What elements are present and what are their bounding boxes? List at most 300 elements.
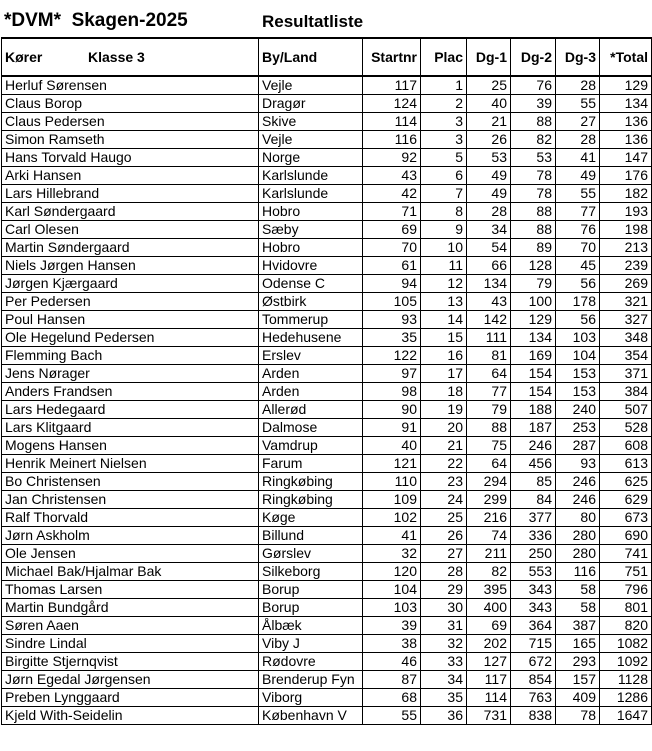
day3-cell: 280 bbox=[556, 545, 600, 563]
table-row bbox=[2, 401, 652, 419]
city-cell: Norge bbox=[259, 149, 363, 167]
driver-name-cell: Søren Aaen bbox=[2, 617, 259, 635]
day3-cell: 76 bbox=[556, 221, 600, 239]
day1-cell: 299 bbox=[467, 491, 511, 509]
day3-cell: 28 bbox=[556, 76, 600, 95]
driver-name-cell: Ole Hegelund Pedersen bbox=[2, 329, 259, 347]
driver-name-cell: Jørn Askholm bbox=[2, 527, 259, 545]
placement-cell: 13 bbox=[421, 293, 467, 311]
placement-cell: 23 bbox=[421, 473, 467, 491]
total-cell: 1128 bbox=[600, 671, 652, 689]
day3-cell: 153 bbox=[556, 383, 600, 401]
placement-cell: 1 bbox=[421, 76, 467, 95]
placement-cell: 25 bbox=[421, 509, 467, 527]
day3-cell: 77 bbox=[556, 203, 600, 221]
day2-cell: 553 bbox=[511, 563, 556, 581]
day1-cell: 211 bbox=[467, 545, 511, 563]
city-cell: Dragør bbox=[259, 95, 363, 113]
day3-cell: 287 bbox=[556, 437, 600, 455]
day1-cell: 21 bbox=[467, 113, 511, 131]
table-row bbox=[2, 599, 652, 617]
total-cell: 213 bbox=[600, 239, 652, 257]
table-row bbox=[2, 131, 652, 149]
placement-cell: 11 bbox=[421, 257, 467, 275]
startnr-cell: 39 bbox=[363, 617, 421, 635]
total-cell: 134 bbox=[600, 95, 652, 113]
day3-cell: 49 bbox=[556, 167, 600, 185]
startnr-cell: 32 bbox=[363, 545, 421, 563]
total-cell: 613 bbox=[600, 455, 652, 473]
day1-cell: 111 bbox=[467, 329, 511, 347]
city-cell: Ringkøbing bbox=[259, 491, 363, 509]
startnr-cell: 103 bbox=[363, 599, 421, 617]
placement-cell: 19 bbox=[421, 401, 467, 419]
startnr-cell: 102 bbox=[363, 509, 421, 527]
total-cell: 198 bbox=[600, 221, 652, 239]
startnr-cell: 97 bbox=[363, 365, 421, 383]
total-cell: 348 bbox=[600, 329, 652, 347]
day2-cell: 76 bbox=[511, 76, 556, 95]
total-cell: 801 bbox=[600, 599, 652, 617]
table-row bbox=[2, 545, 652, 563]
total-cell: 193 bbox=[600, 203, 652, 221]
day2-cell: 89 bbox=[511, 239, 556, 257]
results-table bbox=[1, 37, 652, 725]
day2-cell: 85 bbox=[511, 473, 556, 491]
city-cell: Borup bbox=[259, 599, 363, 617]
day1-cell: 88 bbox=[467, 419, 511, 437]
city-cell: Gørslev bbox=[259, 545, 363, 563]
placement-cell: 12 bbox=[421, 275, 467, 293]
startnr-cell: 124 bbox=[363, 95, 421, 113]
table-row bbox=[2, 671, 652, 689]
table-row bbox=[2, 365, 652, 383]
startnr-cell: 121 bbox=[363, 455, 421, 473]
city-cell: Tommerup bbox=[259, 311, 363, 329]
city-cell: Vamdrup bbox=[259, 437, 363, 455]
header-row bbox=[2, 38, 652, 76]
day1-column-header: Dg-1 bbox=[467, 38, 511, 76]
day3-cell: 104 bbox=[556, 347, 600, 365]
day3-cell: 116 bbox=[556, 563, 600, 581]
driver-name-cell: Martin Bundgård bbox=[2, 599, 259, 617]
startnr-cell: 40 bbox=[363, 437, 421, 455]
placement-cell: 15 bbox=[421, 329, 467, 347]
driver-name-cell: Ole Jensen bbox=[2, 545, 259, 563]
table-row bbox=[2, 437, 652, 455]
total-cell: 796 bbox=[600, 581, 652, 599]
results-body bbox=[2, 76, 652, 725]
table-row bbox=[2, 455, 652, 473]
placement-cell: 7 bbox=[421, 185, 467, 203]
city-cell: Brenderup Fyn bbox=[259, 671, 363, 689]
day1-cell: 43 bbox=[467, 293, 511, 311]
day3-cell: 103 bbox=[556, 329, 600, 347]
day3-cell: 56 bbox=[556, 275, 600, 293]
table-row bbox=[2, 167, 652, 185]
placement-cell: 32 bbox=[421, 635, 467, 653]
table-row bbox=[2, 275, 652, 293]
city-cell: Karlslunde bbox=[259, 167, 363, 185]
placement-cell: 29 bbox=[421, 581, 467, 599]
day1-cell: 34 bbox=[467, 221, 511, 239]
day1-cell: 82 bbox=[467, 563, 511, 581]
total-cell: 1647 bbox=[600, 707, 652, 725]
day2-column-header: Dg-2 bbox=[511, 38, 556, 76]
day2-cell: 715 bbox=[511, 635, 556, 653]
day2-cell: 39 bbox=[511, 95, 556, 113]
driver-name-cell: Lars Hedegaard bbox=[2, 401, 259, 419]
results-heading: Resultatliste bbox=[262, 12, 364, 31]
table-row bbox=[2, 239, 652, 257]
city-cell: Hobro bbox=[259, 239, 363, 257]
day1-cell: 127 bbox=[467, 653, 511, 671]
city-cell: Arden bbox=[259, 365, 363, 383]
city-cell: Billund bbox=[259, 527, 363, 545]
placement-cell: 2 bbox=[421, 95, 467, 113]
driver-name-cell: Thomas Larsen bbox=[2, 581, 259, 599]
total-cell: 629 bbox=[600, 491, 652, 509]
total-column-header: *Total bbox=[600, 38, 652, 76]
day3-cell: 240 bbox=[556, 401, 600, 419]
day1-cell: 64 bbox=[467, 455, 511, 473]
total-cell: 751 bbox=[600, 563, 652, 581]
day2-cell: 88 bbox=[511, 203, 556, 221]
startnr-cell: 68 bbox=[363, 689, 421, 707]
driver-name-cell: Jan Christensen bbox=[2, 491, 259, 509]
city-cell: Skive bbox=[259, 113, 363, 131]
startnr-cell: 43 bbox=[363, 167, 421, 185]
day1-cell: 216 bbox=[467, 509, 511, 527]
day1-cell: 74 bbox=[467, 527, 511, 545]
startnr-cell: 87 bbox=[363, 671, 421, 689]
day3-cell: 280 bbox=[556, 527, 600, 545]
driver-name-cell: Martin Søndergaard bbox=[2, 239, 259, 257]
total-cell: 673 bbox=[600, 509, 652, 527]
day2-cell: 672 bbox=[511, 653, 556, 671]
day2-cell: 343 bbox=[511, 581, 556, 599]
total-cell: 1082 bbox=[600, 635, 652, 653]
city-cell: Borup bbox=[259, 581, 363, 599]
day3-cell: 387 bbox=[556, 617, 600, 635]
placement-cell: 35 bbox=[421, 689, 467, 707]
day2-cell: 84 bbox=[511, 491, 556, 509]
day2-cell: 79 bbox=[511, 275, 556, 293]
city-cell: Østbirk bbox=[259, 293, 363, 311]
city-cell: Vejle bbox=[259, 76, 363, 95]
day2-cell: 134 bbox=[511, 329, 556, 347]
day3-cell: 409 bbox=[556, 689, 600, 707]
city-cell: Sæby bbox=[259, 221, 363, 239]
placement-cell: 33 bbox=[421, 653, 467, 671]
day2-cell: 88 bbox=[511, 221, 556, 239]
day1-cell: 75 bbox=[467, 437, 511, 455]
table-row bbox=[2, 527, 652, 545]
city-cell: Ringkøbing bbox=[259, 473, 363, 491]
day2-cell: 246 bbox=[511, 437, 556, 455]
startnr-cell: 35 bbox=[363, 329, 421, 347]
driver-name-cell: Anders Frandsen bbox=[2, 383, 259, 401]
city-cell: Arden bbox=[259, 383, 363, 401]
driver-name-cell: Michael Bak/Hjalmar Bak bbox=[2, 563, 259, 581]
city-cell: Erslev bbox=[259, 347, 363, 365]
driver-name-cell: Carl Olesen bbox=[2, 221, 259, 239]
placement-cell: 30 bbox=[421, 599, 467, 617]
city-cell: Rødovre bbox=[259, 653, 363, 671]
city-cell: Karlslunde bbox=[259, 185, 363, 203]
day3-cell: 58 bbox=[556, 599, 600, 617]
day3-cell: 253 bbox=[556, 419, 600, 437]
day2-cell: 78 bbox=[511, 185, 556, 203]
day2-cell: 343 bbox=[511, 599, 556, 617]
startnr-cell: 70 bbox=[363, 239, 421, 257]
startnr-cell: 109 bbox=[363, 491, 421, 509]
total-cell: 507 bbox=[600, 401, 652, 419]
driver-name-cell: Kjeld With-Seidelin bbox=[2, 707, 259, 725]
city-cell: Allerød bbox=[259, 401, 363, 419]
driver-name-cell: Sindre Lindal bbox=[2, 635, 259, 653]
day2-cell: 187 bbox=[511, 419, 556, 437]
day3-cell: 27 bbox=[556, 113, 600, 131]
startnr-cell: 92 bbox=[363, 149, 421, 167]
table-row bbox=[2, 563, 652, 581]
day1-cell: 117 bbox=[467, 671, 511, 689]
day3-cell: 28 bbox=[556, 131, 600, 149]
total-cell: 741 bbox=[600, 545, 652, 563]
table-row bbox=[2, 347, 652, 365]
placement-column-header: Plac bbox=[421, 38, 467, 76]
placement-cell: 31 bbox=[421, 617, 467, 635]
table-row bbox=[2, 95, 652, 113]
day2-cell: 100 bbox=[511, 293, 556, 311]
placement-cell: 26 bbox=[421, 527, 467, 545]
day1-cell: 54 bbox=[467, 239, 511, 257]
total-cell: 321 bbox=[600, 293, 652, 311]
day1-cell: 731 bbox=[467, 707, 511, 725]
driver-name-cell: Jørn Egedal Jørgensen bbox=[2, 671, 259, 689]
day1-cell: 400 bbox=[467, 599, 511, 617]
table-row bbox=[2, 581, 652, 599]
city-cell: Vejle bbox=[259, 131, 363, 149]
table-row bbox=[2, 221, 652, 239]
total-cell: 136 bbox=[600, 131, 652, 149]
placement-cell: 5 bbox=[421, 149, 467, 167]
table-row bbox=[2, 635, 652, 653]
city-cell: Viborg bbox=[259, 689, 363, 707]
startnr-cell: 69 bbox=[363, 221, 421, 239]
total-cell: 182 bbox=[600, 185, 652, 203]
title-row bbox=[0, 0, 652, 37]
driver-name-cell: Preben Lynggaard bbox=[2, 689, 259, 707]
driver-name-cell: Jens Nørager bbox=[2, 365, 259, 383]
table-row bbox=[2, 509, 652, 527]
day1-cell: 25 bbox=[467, 76, 511, 95]
day2-cell: 169 bbox=[511, 347, 556, 365]
startnr-cell: 93 bbox=[363, 311, 421, 329]
table-row bbox=[2, 473, 652, 491]
day2-cell: 838 bbox=[511, 707, 556, 725]
city-cell: Køge bbox=[259, 509, 363, 527]
total-cell: 608 bbox=[600, 437, 652, 455]
startnr-cell: 114 bbox=[363, 113, 421, 131]
table-row bbox=[2, 419, 652, 437]
day3-cell: 55 bbox=[556, 185, 600, 203]
city-cell: Hobro bbox=[259, 203, 363, 221]
event-title: *DVM* Skagen-2025 bbox=[4, 10, 188, 31]
day2-cell: 154 bbox=[511, 365, 556, 383]
day2-cell: 154 bbox=[511, 383, 556, 401]
day3-column-header: Dg-3 bbox=[556, 38, 600, 76]
day3-cell: 153 bbox=[556, 365, 600, 383]
startnr-cell: 122 bbox=[363, 347, 421, 365]
day1-cell: 114 bbox=[467, 689, 511, 707]
table-row bbox=[2, 293, 652, 311]
day1-cell: 53 bbox=[467, 149, 511, 167]
startnr-cell: 105 bbox=[363, 293, 421, 311]
startnr-cell: 41 bbox=[363, 527, 421, 545]
placement-cell: 27 bbox=[421, 545, 467, 563]
day3-cell: 178 bbox=[556, 293, 600, 311]
startnr-column-header: Startnr bbox=[363, 38, 421, 76]
startnr-cell: 94 bbox=[363, 275, 421, 293]
startnr-cell: 42 bbox=[363, 185, 421, 203]
table-row bbox=[2, 76, 652, 95]
day2-cell: 364 bbox=[511, 617, 556, 635]
day2-cell: 88 bbox=[511, 113, 556, 131]
total-cell: 625 bbox=[600, 473, 652, 491]
driver-header-label: Kører bbox=[5, 49, 43, 65]
total-cell: 176 bbox=[600, 167, 652, 185]
driver-name-cell: Lars Hillebrand bbox=[2, 185, 259, 203]
driver-name-cell: Karl Søndergaard bbox=[2, 203, 259, 221]
day3-cell: 58 bbox=[556, 581, 600, 599]
driver-name-cell: Hans Torvald Haugo bbox=[2, 149, 259, 167]
city-cell: Viby J bbox=[259, 635, 363, 653]
driver-name-cell: Birgitte Stjernqvist bbox=[2, 653, 259, 671]
day2-cell: 53 bbox=[511, 149, 556, 167]
day2-cell: 129 bbox=[511, 311, 556, 329]
day1-cell: 28 bbox=[467, 203, 511, 221]
placement-cell: 9 bbox=[421, 221, 467, 239]
day2-cell: 82 bbox=[511, 131, 556, 149]
driver-name-cell: Simon Ramseth bbox=[2, 131, 259, 149]
total-cell: 239 bbox=[600, 257, 652, 275]
total-cell: 371 bbox=[600, 365, 652, 383]
city-cell: Dalmose bbox=[259, 419, 363, 437]
day3-cell: 41 bbox=[556, 149, 600, 167]
total-cell: 528 bbox=[600, 419, 652, 437]
table-row bbox=[2, 653, 652, 671]
table-row bbox=[2, 149, 652, 167]
day3-cell: 45 bbox=[556, 257, 600, 275]
driver-name-cell: Claus Pedersen bbox=[2, 113, 259, 131]
day1-cell: 395 bbox=[467, 581, 511, 599]
day2-cell: 456 bbox=[511, 455, 556, 473]
day2-cell: 128 bbox=[511, 257, 556, 275]
day3-cell: 56 bbox=[556, 311, 600, 329]
total-cell: 1092 bbox=[600, 653, 652, 671]
total-cell: 269 bbox=[600, 275, 652, 293]
city-column-header: By/Land bbox=[259, 38, 363, 76]
driver-name-cell: Ralf Thorvald bbox=[2, 509, 259, 527]
day1-cell: 49 bbox=[467, 185, 511, 203]
table-row bbox=[2, 329, 652, 347]
day1-cell: 202 bbox=[467, 635, 511, 653]
city-cell: Farum bbox=[259, 455, 363, 473]
placement-cell: 34 bbox=[421, 671, 467, 689]
startnr-cell: 55 bbox=[363, 707, 421, 725]
total-cell: 1286 bbox=[600, 689, 652, 707]
total-cell: 690 bbox=[600, 527, 652, 545]
day2-cell: 336 bbox=[511, 527, 556, 545]
table-row bbox=[2, 707, 652, 725]
table-row bbox=[2, 383, 652, 401]
placement-cell: 3 bbox=[421, 113, 467, 131]
total-cell: 136 bbox=[600, 113, 652, 131]
startnr-cell: 61 bbox=[363, 257, 421, 275]
driver-name-cell: Mogens Hansen bbox=[2, 437, 259, 455]
day3-cell: 246 bbox=[556, 491, 600, 509]
day3-cell: 165 bbox=[556, 635, 600, 653]
driver-name-cell: Lars Klitgaard bbox=[2, 419, 259, 437]
table-row bbox=[2, 617, 652, 635]
placement-cell: 14 bbox=[421, 311, 467, 329]
total-cell: 327 bbox=[600, 311, 652, 329]
day3-cell: 93 bbox=[556, 455, 600, 473]
city-cell: Hvidovre bbox=[259, 257, 363, 275]
startnr-cell: 110 bbox=[363, 473, 421, 491]
placement-cell: 24 bbox=[421, 491, 467, 509]
total-cell: 820 bbox=[600, 617, 652, 635]
startnr-cell: 120 bbox=[363, 563, 421, 581]
day1-cell: 81 bbox=[467, 347, 511, 365]
city-cell: Silkeborg bbox=[259, 563, 363, 581]
day2-cell: 854 bbox=[511, 671, 556, 689]
day1-cell: 66 bbox=[467, 257, 511, 275]
startnr-cell: 98 bbox=[363, 383, 421, 401]
placement-cell: 21 bbox=[421, 437, 467, 455]
startnr-cell: 38 bbox=[363, 635, 421, 653]
city-cell: Hedehusene bbox=[259, 329, 363, 347]
table-row bbox=[2, 311, 652, 329]
startnr-cell: 116 bbox=[363, 131, 421, 149]
startnr-cell: 117 bbox=[363, 76, 421, 95]
startnr-cell: 71 bbox=[363, 203, 421, 221]
day3-cell: 80 bbox=[556, 509, 600, 527]
placement-cell: 36 bbox=[421, 707, 467, 725]
day2-cell: 763 bbox=[511, 689, 556, 707]
table-row bbox=[2, 689, 652, 707]
driver-name-cell: Henrik Meinert Nielsen bbox=[2, 455, 259, 473]
total-cell: 354 bbox=[600, 347, 652, 365]
day2-cell: 188 bbox=[511, 401, 556, 419]
startnr-cell: 91 bbox=[363, 419, 421, 437]
day1-cell: 134 bbox=[467, 275, 511, 293]
placement-cell: 16 bbox=[421, 347, 467, 365]
driver-name-cell: Herluf Sørensen bbox=[2, 76, 259, 95]
day3-cell: 70 bbox=[556, 239, 600, 257]
day2-cell: 377 bbox=[511, 509, 556, 527]
driver-name-cell: Jørgen Kjærgaard bbox=[2, 275, 259, 293]
driver-name-cell: Claus Borop bbox=[2, 95, 259, 113]
driver-name-cell: Flemming Bach bbox=[2, 347, 259, 365]
table-row bbox=[2, 203, 652, 221]
placement-cell: 6 bbox=[421, 167, 467, 185]
day1-cell: 69 bbox=[467, 617, 511, 635]
table-row bbox=[2, 113, 652, 131]
placement-cell: 17 bbox=[421, 365, 467, 383]
day1-cell: 142 bbox=[467, 311, 511, 329]
